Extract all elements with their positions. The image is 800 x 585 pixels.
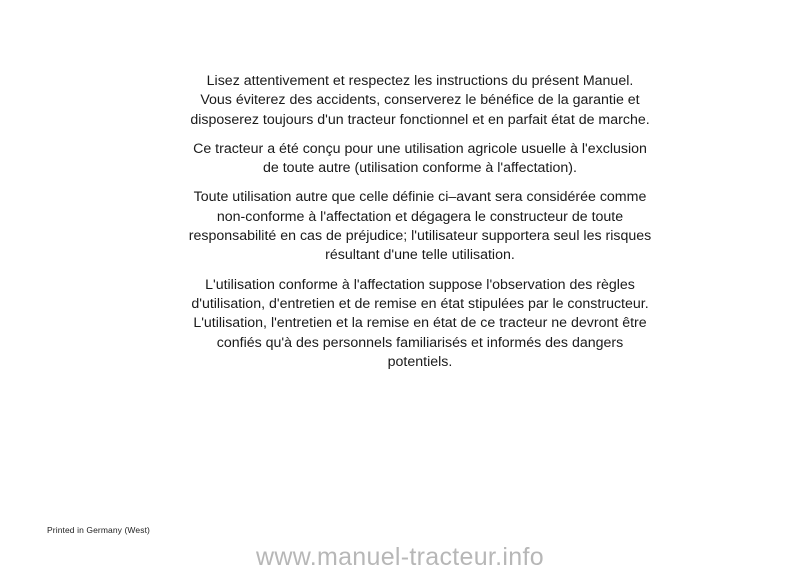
text-line: disposerez toujours d'un tracteur fonctionnel et en parfait état de marche. (190, 111, 650, 128)
paragraph-instructions (160, 72, 680, 130)
text-line: d'utilisation, d'entretien et de remise en état stipulées par le constructeur. (191, 295, 649, 312)
text-line: de toute autre (utilisation conforme à l'affectation). (263, 160, 577, 177)
paragraph-non-conforming-use (160, 188, 680, 265)
document-body (160, 72, 680, 382)
text-line: responsabilité en cas de préjudice; l'utilisateur supportera seul les risques (188, 228, 652, 245)
text-line: potentiels. (387, 353, 453, 370)
text-line: non-conforme à l'affectation et dégagera le constructeur de toute (216, 208, 624, 225)
printed-in-note: Printed in Germany (West) (47, 525, 150, 535)
text-line: Toute utilisation autre que celle définie ci–avant sera considérée comme (193, 189, 647, 206)
paragraph-intended-use (160, 140, 680, 179)
text-line: Lisez attentivement et respectez les instructions du présent Manuel. (206, 73, 634, 89)
text-line: résultant d'une telle utilisation. (325, 247, 515, 264)
paragraph-maintenance (160, 276, 680, 372)
text-line: L'utilisation conforme à l'affectation suppose l'observation des règles (205, 276, 635, 293)
website-watermark: www.manuel-tracteur.info (256, 543, 544, 571)
text-line: Vous éviterez des accidents, conserverez le bénéfice de la garantie et (200, 92, 640, 109)
text-line: L'utilisation, l'entretien et la remise en état de ce tracteur ne devront être (193, 315, 647, 332)
text-line: Ce tracteur a été conçu pour une utilisation agricole usuelle à l'exclusion (193, 140, 647, 157)
text-line: confiés qu'à des personnels familiarisés et informés des dangers (216, 334, 624, 351)
